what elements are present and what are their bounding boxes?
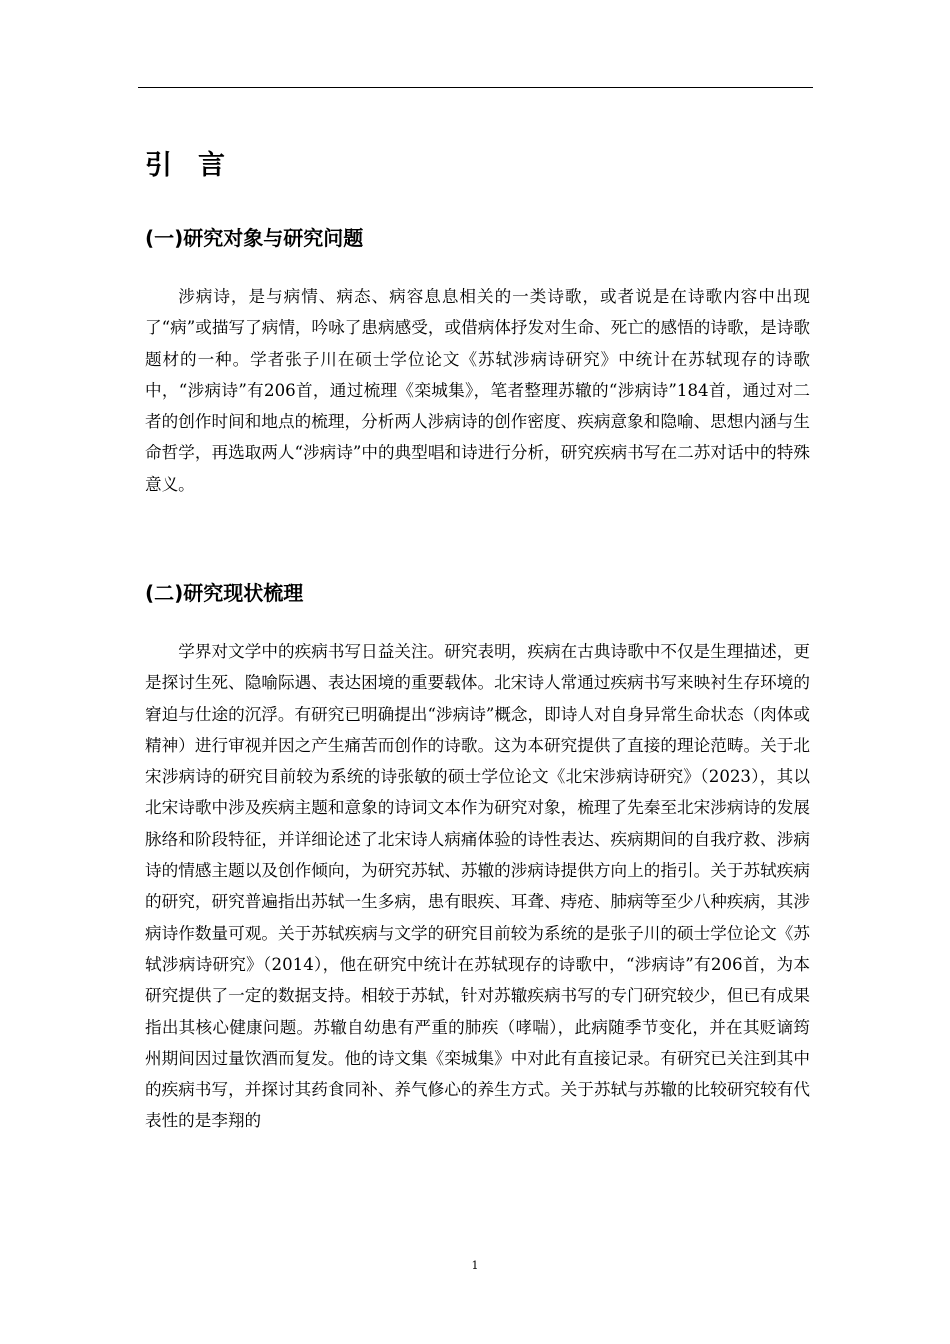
section-heading-research-status: (二)研究现状梳理: [145, 581, 304, 605]
section-paragraph-research-object: 涉病诗，是与病情、病态、病容息息相关的一类诗歌，或者说是在诗歌内容中出现了“病”或描写了病情，吟咏了患病感受，或借病体抒发对生命、死亡的感悟的诗歌，是诗歌题材的一种。学者张子川在硕士学位论文《苏轼涉病诗研究》中统计在苏轼现存的诗歌中，“涉病诗”有206首，通过梳理《栾城集》，笔者整理苏辙的“涉病诗”184首，通过对二者的创作时间和地点的梳理，分析两人涉病诗的创作密度、疾病意象和隐喻、思想内涵与生命哲学，再选取两人“涉病诗”中的典型唱和诗进行分析，研究疾病书写在二苏对话中的特殊意义。: [145, 287, 810, 494]
header-rule: [138, 87, 813, 88]
page-number: 1: [471, 1259, 479, 1272]
section-heading-research-object: (一)研究对象与研究问题: [145, 226, 364, 250]
section-paragraph-research-status: 学界对文学中的疾病书写日益关注。研究表明，疾病在古典诗歌中不仅是生理描述，更是探讨生死、隐喻际遇、表达困境的重要载体。北宋诗人常通过疾病书写来映衬生存环境的窘迫与仕途的沉浮。有研究已明确提出“涉病诗”概念，即诗人对自身异常生命状态（肉体或精神）进行审视并因之产生痛苦而创作的诗歌。这为本研究提供了直接的理论范畴。关于北宋涉病诗的研究目前较为系统的诗张敏的硕士学位论文《北宋涉病诗研究》（2023），其以北宋诗歌中涉及疾病主题和意象的诗词文本作为研究对象，梳理了先秦至北宋涉病诗的发展脉络和阶段特征，并详细论述了北宋诗人病痛体验的诗性表达、疾病期间的自我疗救、涉病诗的情感主题以及创作倾向，为研究苏轼、苏辙的涉病诗提供方向上的指引。关于苏轼疾病的研究，研究普遍指出苏轼一生多病，患有眼疾、耳聋、痔疮、肺病等至少八种疾病，其涉病诗作数量可观。关于苏轼疾病与文学的研究目前较为系统的是张子川的硕士学位论文《苏轼涉病诗研究》（2014），他在研究中统计在苏轼现存的诗歌中，“涉病诗”有206首，为本研究提供了一定的数据支持。相较于苏轼，针对苏辙疾病书写的专门研究较少，但已有成果指出其核心健康问题。苏辙自幼患有严重的肺疾（哮喘），此病随季节变化，并在其贬谪筠州期间因过量饮酒而复发。他的诗文集《栾城集》中对此有直接记录。有研究已关注到其中的疾病书写，并探讨其药食同补、养气修心的养生方式。关于苏轼与苏辙的比较研究较有代表性的是李翔的: [145, 642, 810, 1131]
chapter-title: 引言: [145, 150, 251, 181]
